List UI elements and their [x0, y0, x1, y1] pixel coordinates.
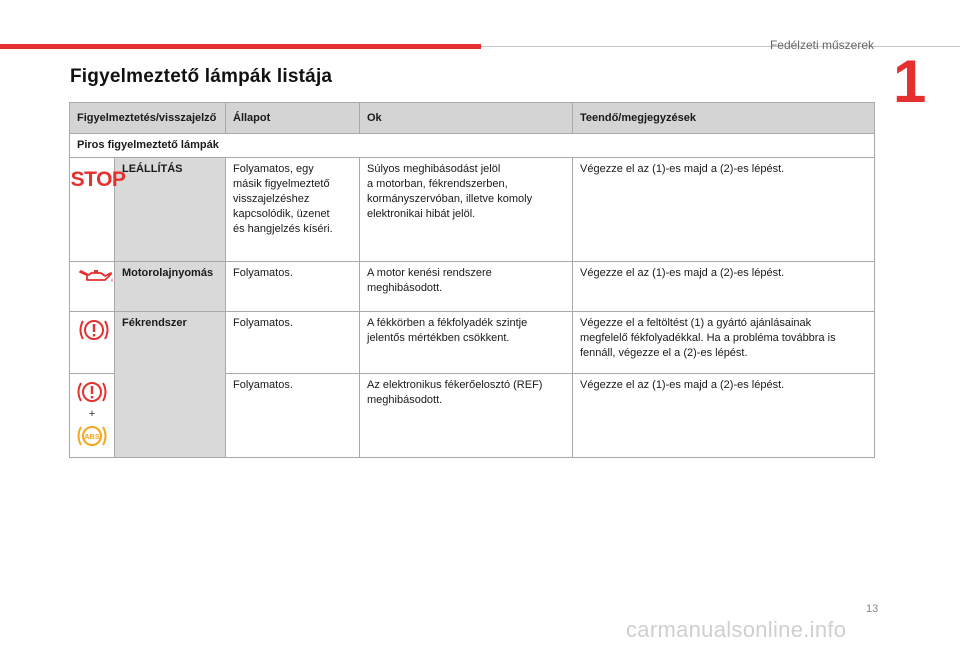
stop-icon-cell	[70, 158, 126, 262]
lamp-name: Fékrendszer	[115, 312, 226, 458]
lamp-cause: A fékkörben a fékfolyadék szintje jelentős mértékben csökkent.	[360, 312, 573, 374]
column-header-signal: Figyelmeztetés/visszajelző	[70, 103, 226, 134]
table-header-row	[70, 103, 875, 134]
top-red-bar	[0, 44, 481, 49]
section-heading: Piros figyelmeztető lámpák	[70, 134, 875, 158]
section-header: Fedélzeti műszerek	[769, 38, 874, 52]
plus-sign: +	[88, 408, 96, 420]
top-divider	[481, 46, 960, 47]
oil-can-icon	[77, 266, 115, 286]
lamp-name: Motorolajnyomás	[115, 262, 226, 312]
lamp-name: LEÁLLÍTÁS	[115, 158, 226, 262]
table-row	[70, 262, 875, 312]
watermark: carmanualsonline.info	[626, 617, 847, 642]
lamp-action: Végezze el az (1)-es majd a (2)-es lépést.	[573, 374, 875, 458]
abs-icon	[75, 422, 109, 450]
column-header-action: Teendő/megjegyzések	[573, 103, 875, 134]
lamp-cause: Súlyos meghibásodást jelöl a motorban, fékrendszerben, kormányszervóban, illetve komoly elektronikai hibát jelöl.	[360, 158, 573, 262]
lamp-state: Folyamatos.	[226, 374, 360, 458]
brake-warning-icon	[75, 378, 109, 406]
brake-warning-icon	[77, 316, 111, 344]
chapter-number: 1	[893, 48, 927, 115]
stop-icon	[70, 166, 126, 191]
lamp-action: Végezze el a feltöltést (1) a gyártó ajánlásainak megfelelő fékfolyadékkal. Ha a probléma továbbra is fennáll, végezze el a (2)-es lépést.	[573, 312, 875, 374]
lamp-action: Végezze el az (1)-es majd a (2)-es lépést.	[573, 158, 875, 262]
lamp-state: Folyamatos.	[226, 262, 360, 312]
lamp-state: Folyamatos.	[226, 312, 360, 374]
table-row	[70, 158, 875, 262]
warning-lamps-table	[69, 102, 875, 458]
svg-text:STOP: STOP	[70, 168, 126, 191]
brake-icon-cell	[70, 312, 115, 374]
brake-abs-icon-cell	[70, 374, 115, 458]
lamp-state: Folyamatos, egy másik figyelmeztető visszajelzéshez kapcsolódik, üzenet és hangjelzés kíséri.	[226, 158, 360, 262]
section-row	[70, 134, 875, 158]
column-header-cause: Ok	[360, 103, 573, 134]
lamp-cause: A motor kenési rendszere meghibásodott.	[360, 262, 573, 312]
page-title: Figyelmeztető lámpák listája	[70, 66, 333, 87]
lamp-action: Végezze el az (1)-es majd a (2)-es lépést.	[573, 262, 875, 312]
svg-text:ABS: ABS	[84, 432, 100, 441]
oil-icon-cell	[70, 262, 115, 312]
table-row	[70, 312, 875, 374]
column-header-state: Állapot	[226, 103, 360, 134]
lamp-cause: Az elektronikus fékerőelosztó (REF) meghibásodott.	[360, 374, 573, 458]
page-number: 13	[866, 603, 879, 615]
